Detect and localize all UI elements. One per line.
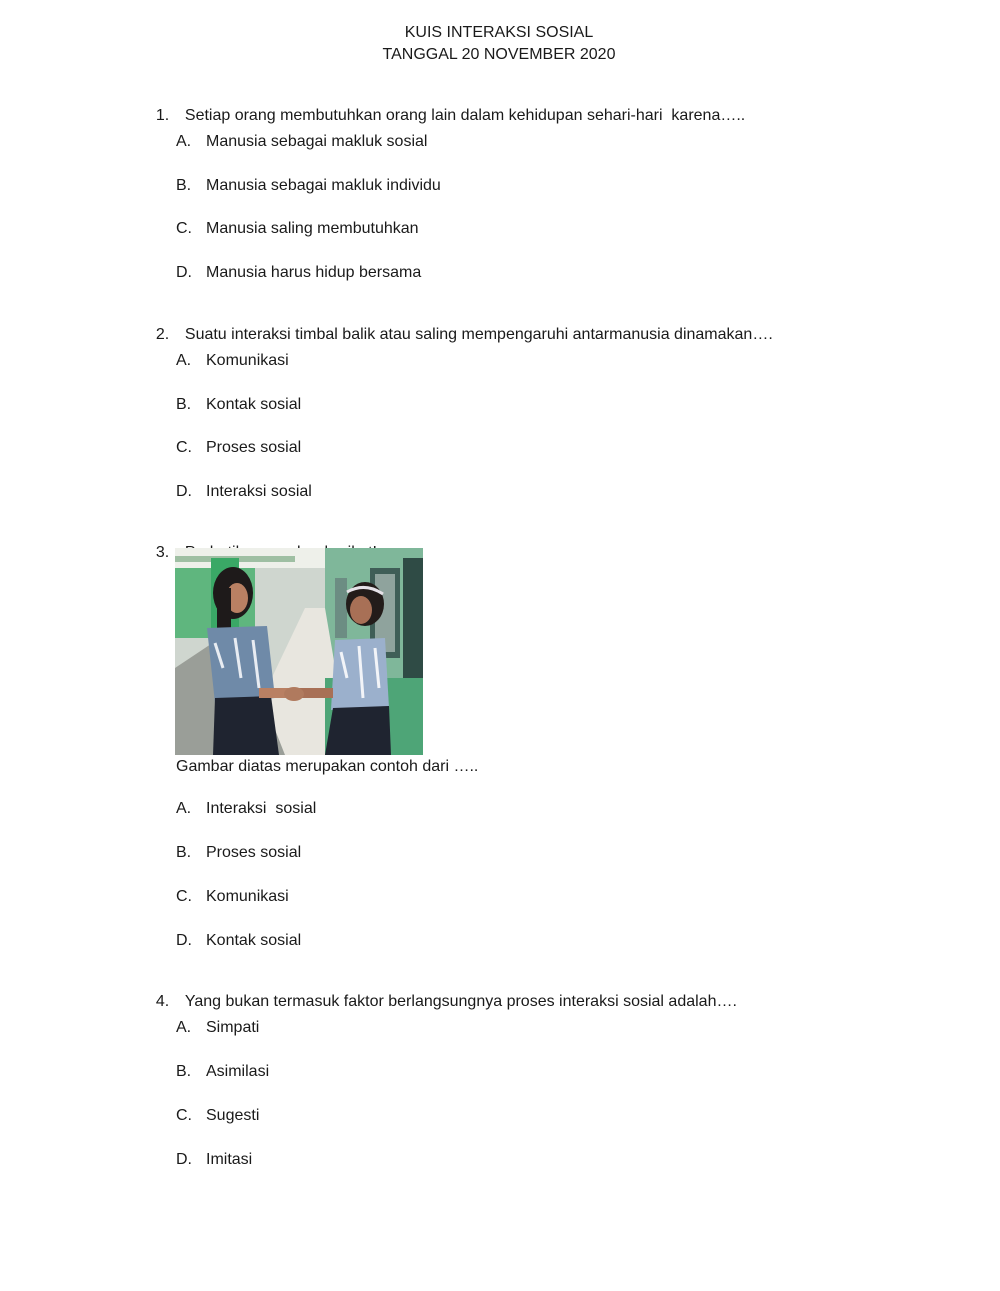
question-text: Setiap orang membutuhkan orang lain dalam kehidupan sehari-hari karena….. [184, 107, 746, 124]
option-1b[interactable] [176, 177, 441, 195]
option-text: Manusia harus hidup bersama [206, 264, 422, 281]
option-letter: D. [176, 483, 192, 500]
option-3d[interactable] [176, 932, 301, 950]
option-2c[interactable] [176, 439, 301, 457]
option-3b[interactable] [176, 844, 301, 862]
question-number: 4. [155, 993, 170, 1010]
option-letter: B. [176, 396, 192, 413]
option-text: Kontak sosial [206, 396, 302, 413]
option-letter: A. [176, 133, 192, 150]
option-1c[interactable] [176, 220, 419, 238]
question-1 [147, 89, 745, 125]
option-letter: A. [176, 1019, 192, 1036]
option-4a[interactable] [176, 1019, 259, 1037]
option-text: Imitasi [206, 1151, 253, 1168]
option-letter: B. [176, 844, 192, 861]
option-1a[interactable] [176, 133, 427, 151]
option-text: Komunikasi [206, 888, 289, 905]
option-2d[interactable] [176, 483, 312, 501]
option-4b[interactable] [176, 1063, 269, 1081]
option-text: Proses sosial [206, 439, 302, 456]
option-text: Komunikasi [206, 352, 289, 369]
handshake-photo [175, 548, 423, 755]
option-text: Kontak sosial [206, 932, 302, 949]
question-number: 1. [155, 107, 170, 124]
question-text: Yang bukan termasuk faktor berlangsungnya proses interaksi sosial adalah…. [184, 993, 737, 1010]
option-text: Interaksi sosial [206, 483, 312, 500]
question-4 [147, 975, 737, 1011]
question-number: 3. [155, 544, 170, 561]
option-4d[interactable] [176, 1151, 252, 1169]
option-3c[interactable] [176, 888, 289, 906]
option-text: Manusia sebagai makluk individu [206, 177, 441, 194]
option-letter: A. [176, 352, 192, 369]
quiz-date: TANGGAL 20 NOVEMBER 2020 [382, 46, 616, 63]
option-text: Interaksi sosial [206, 800, 317, 817]
question-3-subtext: Gambar diatas merupakan contoh dari ….. [176, 758, 479, 775]
option-text: Simpati [206, 1019, 260, 1036]
option-letter: C. [176, 1107, 192, 1124]
option-letter: B. [176, 1063, 192, 1080]
option-letter: D. [176, 932, 192, 949]
option-letter: D. [176, 1151, 192, 1168]
option-letter: B. [176, 177, 192, 194]
question-text: Suatu interaksi timbal balik atau saling mempengaruhi antarmanusia dinamakan…. [184, 326, 773, 343]
option-letter: D. [176, 264, 192, 281]
option-text: Manusia sebagai makluk sosial [206, 133, 428, 150]
option-3a[interactable] [176, 800, 316, 818]
option-text: Sugesti [206, 1107, 260, 1124]
option-text: Manusia saling membutuhkan [206, 220, 419, 237]
question-number: 2. [155, 326, 170, 343]
quiz-title: KUIS INTERAKSI SOSIAL [404, 24, 594, 41]
option-4c[interactable] [176, 1107, 259, 1125]
question-2 [147, 308, 773, 344]
option-text: Asimilasi [206, 1063, 270, 1080]
option-2b[interactable] [176, 396, 301, 414]
option-letter: C. [176, 439, 192, 456]
option-text: Proses sosial [206, 844, 302, 861]
option-letter: C. [176, 220, 192, 237]
option-letter: C. [176, 888, 192, 905]
option-2a[interactable] [176, 352, 289, 370]
option-1d[interactable] [176, 264, 421, 282]
option-letter: A. [176, 800, 192, 817]
